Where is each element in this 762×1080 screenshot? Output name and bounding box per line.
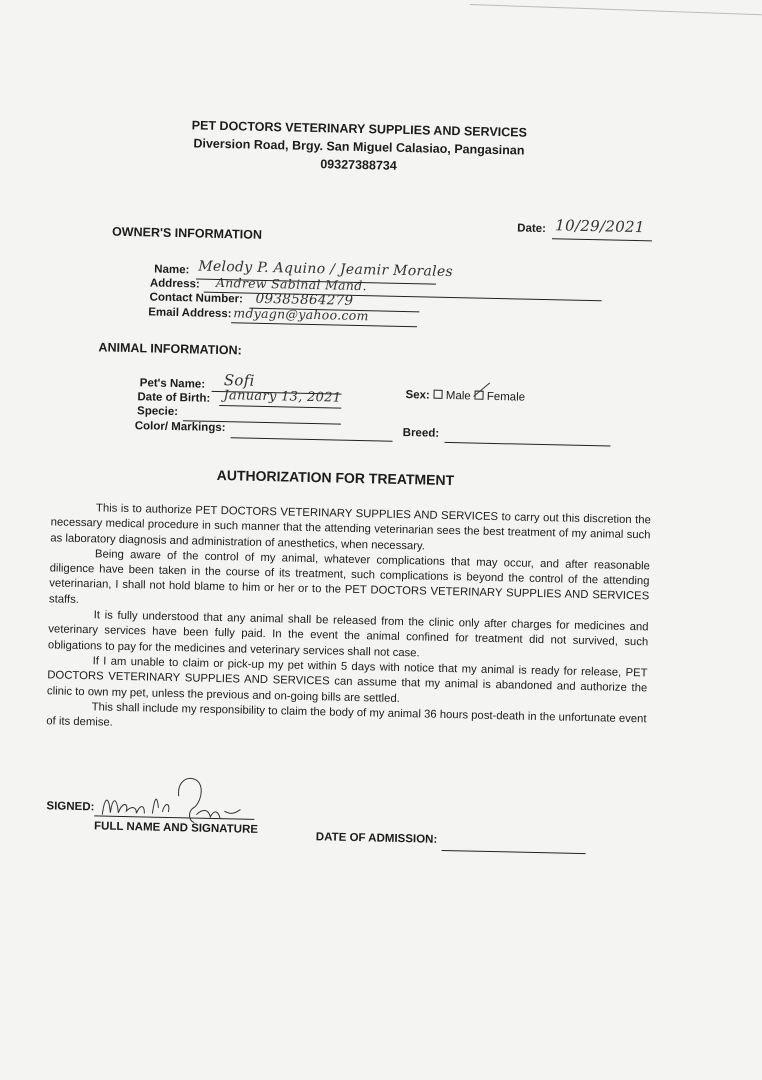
authorization-paragraph: It is fully understood that any animal shall be released from the clinic only after charges for medicines and veterinary services have been fully paid. In the event the animal confined for treatment did not survived, such obligations to pay for the medicines and veterinary services shall not case. [47,609,649,660]
color-markings-line [231,437,393,442]
breed-line [445,442,611,447]
company-phone: 09327388734 [320,157,397,173]
female-checkbox[interactable] [475,391,484,400]
contact-value: 09385864279 [255,290,354,309]
address-label: Address: [149,277,200,291]
email-line [231,322,417,327]
dob-label: Date of Birth: [137,391,211,405]
animal-section-title: ANIMAL INFORMATION: [98,340,242,358]
authorization-text [46,500,651,742]
sex-label [405,389,525,404]
name-label: Name: [154,263,190,277]
authorization-paragraph: If I am unable to claim or pick-up my pet within 5 days with notice that my animal is ready for release, PET DOCTORS VETERINARY SUPPLIES AND SERVICES can assume that my animal is abandoned and authorize the clinic to own my pet, unless the previous and on-going bills are settled. [46,655,648,705]
admission-date-line [442,850,586,854]
date-label: Date: [517,222,547,236]
checkmark-icon [474,383,490,399]
specie-label: Specie: [136,405,179,419]
paper-edge [470,4,762,15]
name-value: Melody P. Aquino / Jeamir Morales [198,258,454,281]
authorization-paragraph: This shall include my responsibility to claim the body of my animal 36 hours post-death in the unfortunate event of its demise. [46,701,647,729]
email-label: Email Address: [148,306,232,321]
breed-label: Breed: [402,426,440,440]
sex-label-text: Sex: [405,389,430,402]
signed-label: SIGNED: [46,800,95,814]
authorization-paragraph: This is to authorize PET DOCTORS VETERINARY SUPPLIES AND SERVICES to carry out this discretion the necessary medical procedure in such manner that the attending veterinarian sees the best treatment of my animal such as laboratory diagnosis and administration of anesthetics, when necessary. [50,502,651,553]
contact-label: Contact Number: [149,291,243,306]
male-checkbox[interactable] [434,390,443,399]
authorization-title: AUTHORIZATION FOR TREATMENT [216,466,455,489]
company-name: PET DOCTORS VETERINARY SUPPLIES AND SERVICES [191,118,528,140]
dob-line [219,405,341,409]
owner-section-title: OWNER'S INFORMATION [111,224,263,242]
company-address: Diversion Road, Brgy. San Miguel Calasiao, Pangasinan [193,136,525,158]
full-name-signature-label: FULL NAME AND SIGNATURE [93,820,259,836]
authorization-paragraph: Being aware of the control of my animal, whatever complications that may occur, and after reasonable diligence have been taken in the course of its treatment, such complications is beyond the control of the attending veterinarian, I shall not hold blame to him or her or to the PET DOCTORS VETERINARY SUPPLIES AND SERVICES staffs. [48,548,650,606]
address-value: Andrew Sabinal Mand. [215,274,367,294]
male-option-label: Male [445,389,471,403]
pet-name-label: Pet's Name: [139,377,206,391]
pet-name-value: Sofi [223,371,255,390]
admission-date-label: DATE OF ADMISSION: [315,831,438,846]
dob-value: January 13, 2021 [223,388,342,406]
email-value: mdyagn@yahoo.com [233,305,369,324]
female-option-label: Female [486,390,526,404]
date-line [552,238,652,241]
color-markings-label: Color/ Markings: [134,420,226,435]
date-value: 10/29/2021 [555,216,645,237]
form-page [20,95,679,1009]
